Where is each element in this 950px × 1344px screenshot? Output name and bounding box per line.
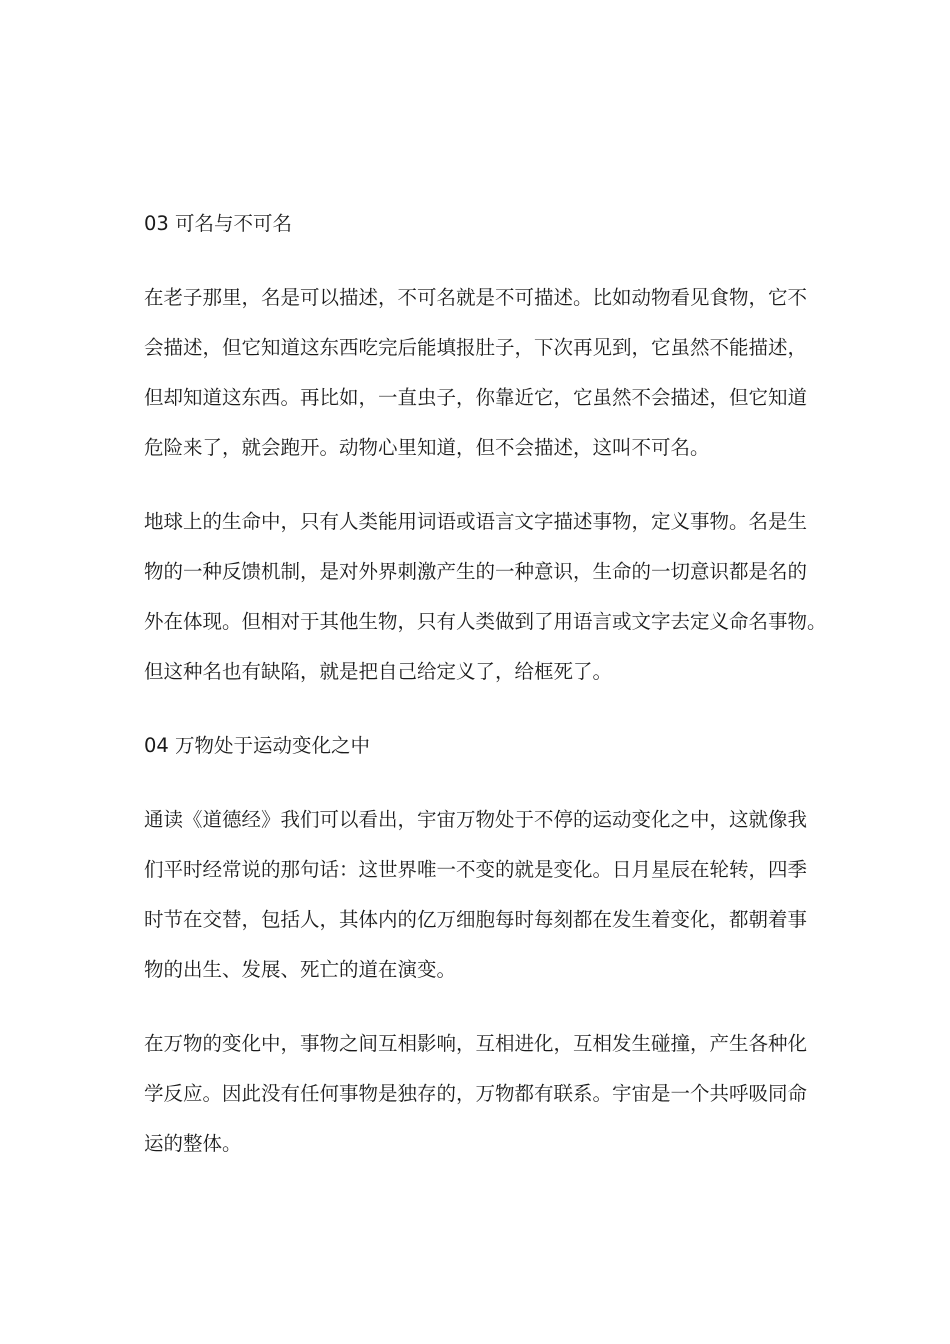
document-page <box>144 199 827 1169</box>
paragraph-4 <box>144 1019 824 1169</box>
paragraph-2 <box>144 497 827 697</box>
section-heading-03: 03 可名与不可名 <box>144 212 293 235</box>
text-line: 危险来了，就会跑开。动物心里知道，但不会描述，这叫不可名。 <box>144 436 710 459</box>
text-line: 地球上的生命中，只有人类能用词语或语言文字描述事物，定义事物。名是生 <box>144 510 808 533</box>
text-line: 们平时经常说的那句话：这世界唯一不变的就是变化。日月星辰在轮转，四季 <box>144 858 808 881</box>
text-line: 会描述，但它知道这东西吃完后能填报肚子，下次再见到，它虽然不能描述， <box>144 336 808 359</box>
text-line: 时节在交替，包括人，其体内的亿万细胞每时每刻都在发生着变化，都朝着事 <box>144 908 808 931</box>
text-line: 物的出生、发展、死亡的道在演变。 <box>144 958 457 981</box>
text-line: 在老子那里，名是可以描述，不可名就是不可描述。比如动物看见食物，它不 <box>144 286 808 309</box>
text-line: 但却知道这东西。再比如，一直虫子，你靠近它，它虽然不会描述，但它知道 <box>144 386 808 409</box>
text-line: 通读《道德经》我们可以看出，宇宙万物处于不停的运动变化之中，这就像我 <box>144 808 808 831</box>
text-line: 但这种名也有缺陷，就是把自己给定义了，给框死了。 <box>144 660 613 683</box>
text-line: 在万物的变化中，事物之间互相影响，互相进化，互相发生碰撞，产生各种化 <box>144 1032 808 1055</box>
text-line: 运的整体。 <box>144 1132 242 1155</box>
section-heading-04: 04 万物处于运动变化之中 <box>144 734 371 757</box>
text-line: 物的一种反馈机制，是对外界刺激产生的一种意识，生命的一切意识都是名的 <box>144 560 808 583</box>
text-line: 外在体现。但相对于其他生物，只有人类做到了用语言或文字去定义命名事物。 <box>144 610 827 633</box>
paragraph-1 <box>144 273 824 473</box>
paragraph-3 <box>144 795 824 995</box>
text-line: 学反应。因此没有任何事物是独存的，万物都有联系。宇宙是一个共呼吸同命 <box>144 1082 808 1105</box>
